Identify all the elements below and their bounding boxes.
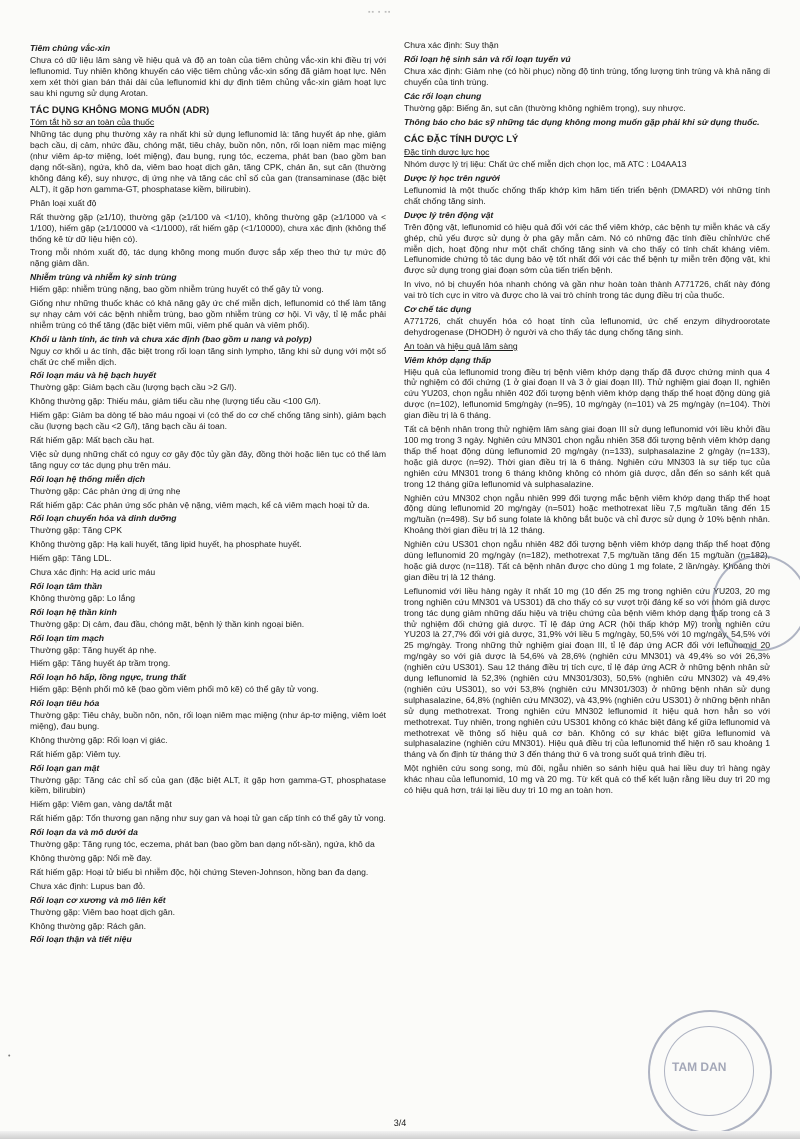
paragraph: Nhóm dược lý trị liệu: Chất ức chế miễn dịch chọn lọc, mã ATC : L04AA13 <box>404 159 687 170</box>
subheading: Tóm tắt hồ sơ an toàn của thuốc <box>30 117 155 128</box>
section-heading: Dược lý trên động vật <box>404 209 494 220</box>
section-heading: Rối loạn gan mật <box>30 762 100 773</box>
paragraph: Thường gặp: Tăng các chỉ số của gan (đặc biệt ALT, ít gặp hơn gamma-GT, phosphatase kiềm, bilirubin) <box>30 774 386 796</box>
section-heading: Rối loạn hệ thống miễn dịch <box>30 473 146 484</box>
section-heading: Rối loạn thận và tiết niệu <box>30 934 132 945</box>
paragraph: Thường gặp: Tăng huyết áp nhẹ. <box>30 644 157 655</box>
paragraph: Thường gặp: Giảm bạch cầu (lượng bạch cầu >2 G/l). <box>30 382 237 393</box>
paragraph: Thường gặp: Viêm bao hoạt dịch gân. <box>30 906 176 917</box>
paragraph: Hiếm gặp: Bệnh phổi mô kẽ (bao gồm viêm phổi mô kẽ) có thể gây tử vong. <box>30 684 319 695</box>
paragraph: A771726, chất chuyển hóa có hoạt tính của leflunomid, ức chế enzym dihydroorotate dehydrogenase (DHODH) ở người và cho thấy tác dụng chống tăng sinh. <box>404 315 770 337</box>
section-heading: Tiêm chủng vắc-xin <box>30 43 111 53</box>
paragraph: Không thường gặp: Hạ kali huyết, tăng lipid huyết, hạ phosphate huyết. <box>30 539 302 550</box>
section-heading: Rối loạn hô hấp, lồng ngực, trung thất <box>30 672 187 683</box>
paragraph: Thường gặp: Tiêu chảy, buồn nôn, nôn, rối loạn niêm mạc miệng (như áp-tơ miệng, viêm loét miệng), đau bụng. <box>30 710 386 731</box>
paragraph: Thường gặp: Biếng ăn, sụt cân (thường không nghiêm trọng), suy nhược. <box>404 102 686 113</box>
paragraph: Rất hiếm gặp: Mất bạch cầu hạt. <box>30 435 155 445</box>
section-heading: Cơ chế tác dụng <box>404 304 472 315</box>
margin-dot: • <box>8 1053 11 1060</box>
subheading: An toàn và hiệu quả lâm sàng <box>404 340 518 351</box>
paragraph: Không thường gặp: Rối loạn vị giác. <box>30 734 168 745</box>
major-heading: CÁC ĐẶC TÍNH DƯỢC LÝ <box>404 133 519 145</box>
right-column <box>404 40 770 799</box>
paragraph: Leflunomid với liều hàng ngày ít nhất 10 mg (10 đến 25 mg trong nghiên cứu YU203, 20 mg trong nghiên cứu MN301 và US301) đã cho thấy có sự vượt trội đáng kể so với nhóm giả dược trong tác dụng giảm những dấu hiệu và triệu chứng của bệnh viêm khớp dạng thấp trong cả 3 thử nghiệm đối chứng giả dược. Tỉ lệ đáp ứng ACR (hội thấp khớp Mỹ) trong nghiên cứu YU203 là 27,7% đối với giả dược, 31,9% với liều 5 mg/ngày, 50,5% với 10 mg/ngày, 54,5% với 25 mg/ngày. Trong những thử nghiệm giai đoạn III, tỉ lệ đáp ứng ACR đối với leflunomid 20 mg/ngày so với giả dược là 54,6% và 28,6% (nghiên cứu MN301) và 49,4% so với 26,3% (nghiên cứu US301). Sau 12 tháng điều trị tích cực, tỉ lệ đáp ứng ACR ở những bệnh nhân sử dụng leflunomid là 52,3% (nghiên cứu MN301/303), 50,5% (nghiên cứu MN302) và 49,4% (nghiên cứu US301), so với 53,8% (nghiên cứu MN301/303) ở những bệnh nhân sử dụng sulphasalazine, 64,8% (nghiên cứu MN302), và 43,9% (nghiên cứu US301) ở những bệnh nhân sử dụng methotrexat. Trong nghiên cứu MN302 leflunomid ít hiệu quả hơn hẳn so với methotrexat. Tuy nhiên, trong nghiên cứu US301 không có khác biệt đáng kể giữa leflunomid và methotrexat về thông số hiệu quả cơ bản. Không có sự khác biệt giữa leflunomid và sulphasalazine (nghiên cứu MN301). Hiệu quả điều trị của leflunomid thể hiện rõ sau khoảng 1 tháng và ổn định từ tháng thứ 3 đến tháng thứ 6 và trong suốt quá trình điều trị. <box>404 585 770 760</box>
section-heading: Rối loạn máu và hệ bạch huyết <box>30 370 157 381</box>
paragraph: Chưa xác định: Lupus ban đỏ. <box>30 880 146 891</box>
paragraph: Trên động vật, leflunomid có hiệu quả đối với các thể viêm khớp, các bệnh tự miễn khác và cấy ghép, chủ yếu được sử dụng ở pha gây mẫn cảm. Nó có những đặc tính điều chỉnh/ức chế miễn dịch, hoạt động như một chất chống tăng sinh và cho thấy có tính chất kháng viêm. Leflunomide chứng tỏ tác dụng bảo vệ tốt nhất đối với các thể bệnh tự miễn trên động vật, khi được sử dụng trong giai đoạn sớm của tiến triển bệnh. <box>404 221 770 276</box>
section-heading: Rối loạn da và mô dưới da <box>30 827 138 838</box>
paragraph: Tất cả bệnh nhân trong thử nghiệm lâm sàng giai đoạn III sử dụng leflunomid với liều khởi đầu 100 mg trong 3 ngày. Nghiên cứu MN301 chọn ngẫu nhiên 358 đối tượng bệnh viêm khớp dạng thấp thể hoạt động dùng leflunomid 20 mg/ngày (n=133), sulphasalazine 2 g/ngày (n=133), hoặc giả dược (n=92). Thời gian điều trị là 6 tháng. Nghiên cứu MN303 là sự tiếp tục của nghiên cứu MN301 trong 6 tháng không không có nhóm giả dược, dẫn đến so sánh kết quả trong 12 tháng giữa leflunomid và sulphasalazine. <box>404 424 770 489</box>
section-heading: Rối loạn hệ sinh sản và rối loạn tuyến vú <box>404 53 571 64</box>
paragraph: Không thường gặp: Thiếu máu, giảm tiểu cầu nhẹ (lượng tiểu cầu <100 G/l). <box>30 396 321 407</box>
section-heading: Rối loạn tim mạch <box>30 632 105 643</box>
subheading: Đặc tính dược lực học <box>404 147 490 158</box>
paragraph: Rất hiếm gặp: Các phản ứng sốc phản vệ nặng, viêm mạch, kể cả viêm mạch hoại tử da. <box>30 499 370 510</box>
major-heading: TÁC DỤNG KHÔNG MONG MUỐN (ADR) <box>30 103 210 115</box>
left-column <box>30 40 386 946</box>
paragraph: Nghiên cứu MN302 chọn ngẫu nhiên 999 đối tượng mắc bệnh viêm khớp dạng thấp thể hoạt động dùng leflunomid 20 mg/ngày (n=501) hoặc methotrexat liều 7,5 mg/tuần tăng đến 15 mg/tuần (n=498). Sự bổ sung folate là không bắt buộc và chỉ được sử dụng ở 10% bệnh nhân. Khoảng thời gian điều trị là 12 tháng. <box>404 492 770 536</box>
paragraph: Nghiên cứu US301 chọn ngẫu nhiên 482 đối tượng bệnh viêm khớp dạng thấp thể hoạt động dùng leflunomid 20 mg/ngày (n=182), methotrexat 7,5 mg/tuần tăng đến 15 mg/tuần (n=182), hoặc giả dược (n=118). Tất cả bệnh nhân được cho dùng 1 mg folate, 2 lần/ngày. Khoảng thời gian điều trị là 12 tháng. <box>404 539 770 582</box>
paragraph: Hiếm gặp: Tăng LDL. <box>30 553 112 564</box>
section-heading: Nhiễm trùng và nhiễm ký sinh trùng <box>30 272 177 283</box>
paragraph: Trong mỗi nhóm xuất độ, tác dụng không mong muốn được sắp xếp theo thứ tự mức độ nặng giảm dần. <box>30 247 386 269</box>
section-heading: Rối loạn tâm thần <box>30 580 103 591</box>
paragraph: Không thường gặp: Rách gân. <box>30 920 147 931</box>
paragraph: Hiệu quả của leflunomid trong điều trị bệnh viêm khớp dạng thấp đã được chứng minh qua 4 thử nghiệm có đối chứng (1 ở giai đoạn II và 3 ở giai đoạn III). Thử nghiệm giai đoạn II, nghiên cứu YU203, chọn ngẫu nhiên 402 đối tượng bệnh viêm khớp dạng thấp thể hoạt động dùng giả dược (n=102), leflunomid 5mg/ngày (n=95), 10 mg/ngày (n=101) và 25 mg/ngày (n=104). Thời gian điều trị là 6 tháng. <box>404 366 770 421</box>
paragraph: Không thường gặp: Lo lắng <box>30 592 136 603</box>
section-heading: Dược lý học trên người <box>404 173 500 184</box>
paragraph: Leflunomid là một thuốc chống thấp khớp kìm hãm tiến triển bệnh (DMARD) với những tính chất chống tăng sinh. <box>404 184 770 206</box>
paragraph: Chưa có dữ liệu lâm sàng về hiệu quả và độ an toàn của tiêm chủng vắc-xin khi điều trị với leflunomid. Tuy nhiên không khuyến cáo việc tiêm chủng vắc-xin sống đã giảm hoạt lực. Nên xem xét thời gian bán thải dài của leflunomid khi dự định tiêm chủng vắc-xin giảm hoạt lực sau khi ngưng sử dụng Arotan. <box>30 54 386 98</box>
paragraph: Hiếm gặp: Viêm gan, vàng da/tắt mật <box>30 799 172 810</box>
scan-mark: ▪▪ ▪ ▪▪ <box>368 9 392 16</box>
scan-edge <box>0 1131 800 1139</box>
page-number: 3/4 <box>393 1118 407 1128</box>
paragraph: Phân loại xuất độ <box>30 197 97 208</box>
paragraph: In vivo, nó bị chuyển hóa nhanh chóng và gần như hoàn toàn thành A771726, chất này đóng vai trò tích cực in vitro và được cho là vai trò chính trong tác dụng điều trị của thuốc. <box>404 279 770 301</box>
section-heading: Viêm khớp dạng thấp <box>404 354 492 365</box>
paragraph: Thường gặp: Tăng CPK <box>30 525 122 536</box>
section-heading: Khối u lành tính, ác tính và chưa xác định (bao gồm u nang và polyp) <box>30 333 312 344</box>
paragraph: Rất hiếm gặp: Tổn thương gan nặng như suy gan và hoại tử gan cấp tính có thể gây tử vong. <box>30 813 386 824</box>
paragraph: Thường gặp: Dị cảm, đau đầu, chóng mặt, bệnh lý thần kinh ngoại biên. <box>30 618 305 629</box>
stamp-label: TAM DAN <box>672 1060 727 1074</box>
paragraph: Rất thường gặp (≥1/10), thường gặp (≥1/100 và <1/10), không thường gặp (≥1/1000 và < 1/100), hiếm gặp (≥1/10000 và <1/1000), rất hiếm gặp (<1/10000), chưa xác định (không thể thống kê từ dữ liệu hiện có). <box>30 211 386 244</box>
paragraph: Không thường gặp: Nổi mề đay. <box>30 853 153 863</box>
section-heading: Rối loạn tiêu hóa <box>30 698 100 709</box>
section-heading: Các rối loạn chung <box>404 90 482 101</box>
paragraph: Những tác dụng phụ thường xảy ra nhất khi sử dụng leflunomid là: tăng huyết áp nhẹ, giảm bạch cầu, dị cảm, nhức đầu, chóng mặt, tiêu chảy, buồn nôn, nôn, rối loạn niêm mạc miệng (như viêm áp-tơ miệng, loét miệng), đau bụng, rụng tóc, eczema, phát ban (bao gồm ban dạng nốt-sần), ngứa, khô da, viêm bao hoạt dịch gân, tăng CPK, chán ăn, sụt cân (thường không đáng kể), suy nhược, dị ứng nhẹ và tăng các chỉ số của gan (transaminase (đặc biệt ALT), ít gặp hơn gamma-GT, phosphatase kiềm, bilirubin). <box>30 129 386 194</box>
paragraph: Chưa xác định: Hạ acid uric máu <box>30 567 156 578</box>
paragraph: Thường gặp: Các phản ứng dị ứng nhẹ <box>30 485 181 496</box>
paragraph: Chưa xác định: Suy thận <box>404 40 499 50</box>
section-heading: Rối loạn cơ xương và mô liên kết <box>30 894 166 905</box>
paragraph: Rất hiếm gặp: Hoại tử biểu bì nhiễm độc, hội chứng Steven-Johnson, hồng ban đa dạng. <box>30 866 369 877</box>
paragraph: Nguy cơ khối u ác tính, đặc biệt trong rối loạn tăng sinh lympho, tăng khi sử dụng với một số chất ức chế miễn dịch. <box>30 345 386 367</box>
paragraph: Hiếm gặp: nhiễm trùng nặng, bao gồm nhiễm trùng huyết có thể gây tử vong. <box>30 284 324 295</box>
paragraph: Hiếm gặp: Giảm ba dòng tế bào máu ngoại vi (có thể do cơ chế chống tăng sinh), giảm bạch cầu (lượng bạch cầu <2 G/l), tăng bạch cầu ái toan. <box>30 410 386 432</box>
paragraph: Chưa xác định: Giảm nhẹ (có hồi phục) nồng độ tinh trùng, tổng lượng tinh trùng và khả năng di chuyển của tinh trùng. <box>404 65 770 87</box>
paragraph: Hiếm gặp: Tăng huyết áp trầm trọng. <box>30 658 171 669</box>
paragraph: Một nghiên cứu song song, mù đôi, ngẫu nhiên so sánh hiệu quả hai liều duy trì hàng ngày khác nhau của leflunomid, 10 mg và 20 mg. Từ kết quả có thể kết luận rằng liều duy trì 20 mg có hiệu quả hơn, trái lại liều duy trì 10 mg an toàn hơn. <box>404 763 770 796</box>
paragraph: Rất hiếm gặp: Viêm tụy. <box>30 748 121 759</box>
section-heading: Rối loạn hệ thần kinh <box>30 606 117 617</box>
paragraph: Việc sử dụng những chất có nguy cơ gây độc tủy gần đây, đồng thời hoặc liên tục có thể làm tăng nguy cơ tác dụng phụ trên máu. <box>30 448 386 470</box>
paragraph: Thường gặp: Tăng rụng tóc, eczema, phát ban (bao gồm ban dạng nốt-sần), ngứa, khô da <box>30 839 375 850</box>
section-heading: Rối loạn chuyển hóa và dinh dưỡng <box>30 513 177 524</box>
paragraph: Giống như những thuốc khác có khả năng gây ức chế miễn dịch, leflunomid có thể làm tăng sự nhạy cảm với các bệnh nhiễm trùng, bao gồm nhiễm trùng cơ hội. Vì vậy, tỉ lệ mắc phải nhiễm trùng có thể tăng (đặc biệt viêm mũi, viêm phế quản và viêm phổi). <box>30 298 386 330</box>
notice-text: Thông báo cho bác sỹ những tác dụng không mong muốn gặp phải khi sử dụng thuốc. <box>404 117 760 128</box>
